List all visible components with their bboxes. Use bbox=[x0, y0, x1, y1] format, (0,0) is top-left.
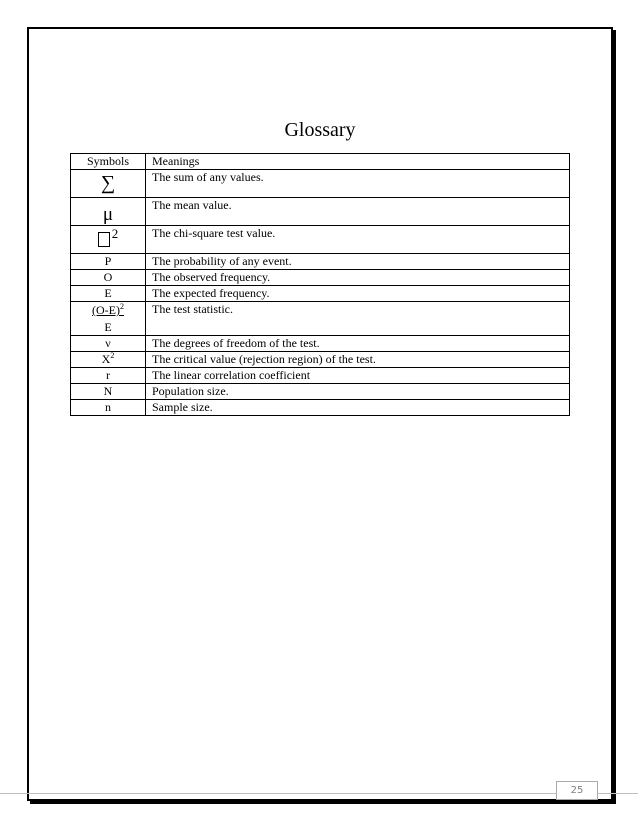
table-row bbox=[71, 254, 570, 270]
symbol-cell: ν bbox=[71, 336, 146, 352]
symbol-cell: n bbox=[71, 400, 146, 416]
symbol-cell bbox=[71, 226, 146, 254]
table-row bbox=[71, 302, 570, 336]
table-row bbox=[71, 400, 570, 416]
page-frame bbox=[27, 27, 613, 801]
table-row bbox=[71, 286, 570, 302]
glossary-table bbox=[70, 153, 570, 416]
table-header-row bbox=[71, 154, 570, 170]
symbol-cell bbox=[71, 302, 146, 336]
table-row bbox=[71, 384, 570, 400]
table-row bbox=[71, 170, 570, 198]
meaning-cell: The test statistic. bbox=[146, 302, 570, 336]
meaning-cell: Population size. bbox=[146, 384, 570, 400]
table-row bbox=[71, 368, 570, 384]
page-number: 25 bbox=[556, 781, 598, 800]
header-meanings: Meanings bbox=[146, 154, 570, 170]
meaning-cell: The sum of any values. bbox=[146, 170, 570, 198]
critical-exponent: 2 bbox=[110, 351, 115, 360]
meaning-cell: Sample size. bbox=[146, 400, 570, 416]
sum-symbol: ∑ bbox=[100, 172, 116, 194]
fraction-denominator: E bbox=[104, 320, 112, 334]
meaning-cell: The critical value (rejection region) of the test. bbox=[146, 352, 570, 368]
mu-symbol: μ bbox=[102, 204, 114, 225]
symbol-cell bbox=[71, 352, 146, 368]
symbol-cell: E bbox=[71, 286, 146, 302]
symbol-cell: P bbox=[71, 254, 146, 270]
chi-missing-glyph-icon bbox=[98, 232, 110, 247]
page-title: Glossary bbox=[284, 119, 356, 141]
table-row bbox=[71, 336, 570, 352]
meaning-cell: The chi-square test value. bbox=[146, 226, 570, 254]
meaning-cell: The linear correlation coefficient bbox=[146, 368, 570, 384]
table-row bbox=[71, 352, 570, 368]
meaning-cell: The mean value. bbox=[146, 198, 570, 226]
symbol-cell bbox=[71, 198, 146, 226]
meaning-cell: The degrees of freedom of the test. bbox=[146, 336, 570, 352]
meaning-cell: The probability of any event. bbox=[146, 254, 570, 270]
numerator-text: (O-E) bbox=[92, 303, 120, 317]
fraction-numerator bbox=[71, 303, 145, 317]
meaning-cell: The expected frequency. bbox=[146, 286, 570, 302]
symbol-cell: O bbox=[71, 270, 146, 286]
meaning-cell: The observed frequency. bbox=[146, 270, 570, 286]
symbol-cell: N bbox=[71, 384, 146, 400]
header-symbols: Symbols bbox=[71, 154, 146, 170]
footer-divider bbox=[0, 793, 638, 794]
table-row bbox=[71, 198, 570, 226]
symbol-cell bbox=[71, 170, 146, 198]
table-row bbox=[71, 226, 570, 254]
critical-symbol: X bbox=[101, 352, 111, 366]
chi-exponent: 2 bbox=[111, 226, 119, 241]
symbol-cell: r bbox=[71, 368, 146, 384]
numerator-exponent: 2 bbox=[119, 302, 124, 311]
table-row bbox=[71, 270, 570, 286]
